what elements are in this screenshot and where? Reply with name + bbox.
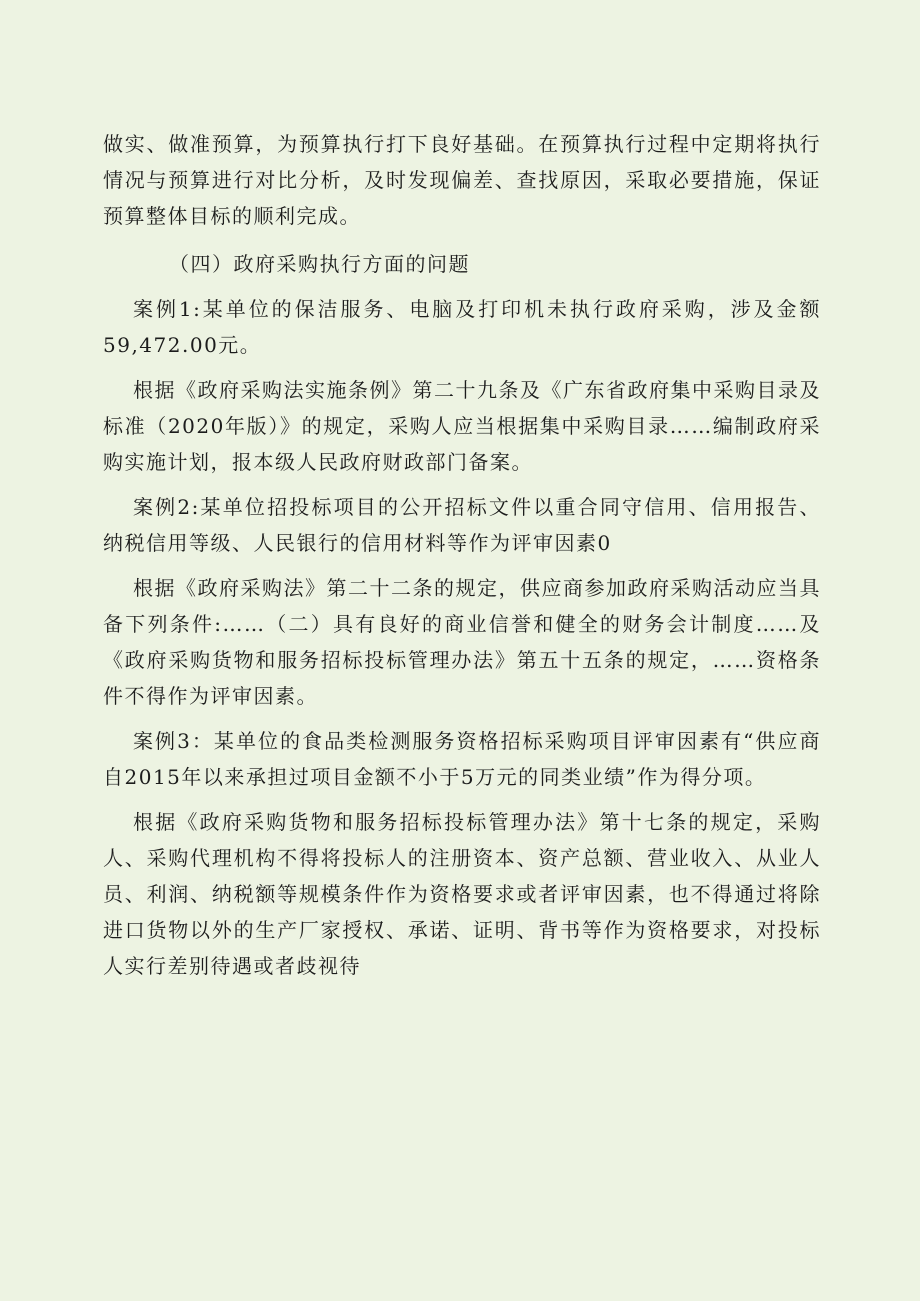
paragraph-case-1: 案例1:某单位的保洁服务、电脑及打印机未执行政府采购，涉及金额59,472.00元。 bbox=[103, 297, 821, 357]
paragraph-case-2: 案例2:某单位招投标项目的公开招标文件以重合同守信用、信用报告、纳税信用等级、人民银行的信用材料等作为评审因素0 bbox=[103, 495, 821, 555]
document-body bbox=[103, 126, 821, 984]
paragraph-case-2-basis: 根据《政府采购法》第二十二条的规定，供应商参加政府采购活动应当具备下列条件:……（二）具有良好的商业信誉和健全的财务会计制度……及《政府采购货物和服务招标投标管理办法》第五十五条的规定，……资格条件不得作为评审因素。 bbox=[103, 576, 821, 708]
paragraph-case-3-basis: 根据《政府采购货物和服务招标投标管理办法》第十七条的规定，采购人、采购代理机构不得将投标人的注册资本、资产总额、营业收入、从业人员、利润、纳税额等规模条件作为资格要求或者评审因素，也不得通过将除进口货物以外的生产厂家授权、承诺、证明、背书等作为资格要求，对投标人实行差别待遇或者歧视待 bbox=[103, 810, 821, 978]
section-heading-procurement-issues: （四）政府采购执行方面的问题 bbox=[169, 252, 470, 276]
paragraph-case-3: 案例3：某单位的食品类检测服务资格招标采购项目评审因素有“供应商自2015年以来承担过项目金额不小于5万元的同类业绩”作为得分项。 bbox=[103, 729, 821, 789]
paragraph-case-1-basis: 根据《政府采购法实施条例》第二十九条及《广东省政府集中采购目录及标准（2020年版）》的规定，采购人应当根据集中采购目录……编制政府采购实施计划，报本级人民政府财政部门备案。 bbox=[103, 378, 821, 474]
paragraph-budget-conclusion: 做实、做准预算，为预算执行打下良好基础。在预算执行过程中定期将执行情况与预算进行对比分析，及时发现偏差、查找原因，采取必要措施，保证预算整体目标的顺利完成。 bbox=[103, 132, 821, 228]
